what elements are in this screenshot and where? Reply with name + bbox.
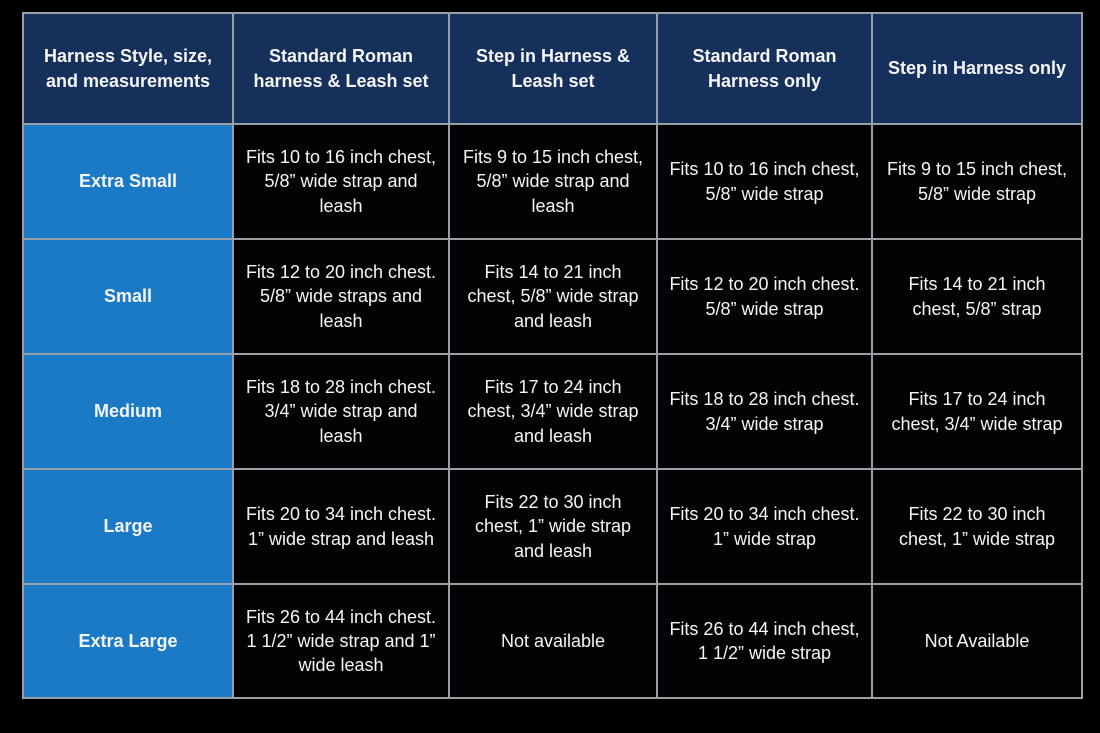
spec-cell: Fits 26 to 44 inch chest, 1 1/2” wide strap bbox=[657, 584, 872, 698]
table-row-small bbox=[23, 239, 1082, 354]
spec-cell: Fits 26 to 44 inch chest. 1 1/2” wide strap and 1” wide leash bbox=[233, 584, 449, 698]
table-row-extra-large bbox=[23, 584, 1082, 698]
spec-cell: Fits 17 to 24 inch chest, 3/4” wide strap and leash bbox=[449, 354, 657, 469]
spec-cell: Fits 10 to 16 inch chest, 5/8” wide strap and leash bbox=[233, 124, 449, 239]
spec-cell: Fits 12 to 20 inch chest. 5/8” wide strap bbox=[657, 239, 872, 354]
header-row bbox=[23, 13, 1082, 124]
spec-cell: Fits 14 to 21 inch chest, 5/8” wide strap and leash bbox=[449, 239, 657, 354]
spec-cell: Fits 18 to 28 inch chest. 3/4” wide strap bbox=[657, 354, 872, 469]
col-header-standard-roman-only: Standard Roman Harness only bbox=[657, 13, 872, 124]
table-row-extra-small bbox=[23, 124, 1082, 239]
size-label-extra-small: Extra Small bbox=[23, 124, 233, 239]
size-chart-table bbox=[22, 12, 1083, 699]
spec-cell: Fits 20 to 34 inch chest. 1” wide strap bbox=[657, 469, 872, 584]
spec-cell: Not available bbox=[449, 584, 657, 698]
size-label-large: Large bbox=[23, 469, 233, 584]
size-label-medium: Medium bbox=[23, 354, 233, 469]
spec-cell: Fits 20 to 34 inch chest. 1” wide strap and leash bbox=[233, 469, 449, 584]
col-header-step-in-leash-set: Step in Harness & Leash set bbox=[449, 13, 657, 124]
table-row-large bbox=[23, 469, 1082, 584]
spec-cell: Fits 22 to 30 inch chest, 1” wide strap and leash bbox=[449, 469, 657, 584]
spec-cell: Fits 17 to 24 inch chest, 3/4” wide strap bbox=[872, 354, 1082, 469]
table-row-medium bbox=[23, 354, 1082, 469]
size-label-small: Small bbox=[23, 239, 233, 354]
spec-cell: Fits 9 to 15 inch chest, 5/8” wide strap bbox=[872, 124, 1082, 239]
col-header-style-size: Harness Style, size, and measurements bbox=[23, 13, 233, 124]
spec-cell: Fits 22 to 30 inch chest, 1” wide strap bbox=[872, 469, 1082, 584]
spec-cell: Fits 12 to 20 inch chest. 5/8” wide straps and leash bbox=[233, 239, 449, 354]
harness-size-chart bbox=[22, 12, 1083, 699]
size-label-extra-large: Extra Large bbox=[23, 584, 233, 698]
spec-cell: Fits 14 to 21 inch chest, 5/8” strap bbox=[872, 239, 1082, 354]
col-header-standard-roman-leash-set: Standard Roman harness & Leash set bbox=[233, 13, 449, 124]
spec-cell: Fits 18 to 28 inch chest. 3/4” wide strap and leash bbox=[233, 354, 449, 469]
col-header-step-in-only: Step in Harness only bbox=[872, 13, 1082, 124]
spec-cell: Fits 10 to 16 inch chest, 5/8” wide strap bbox=[657, 124, 872, 239]
spec-cell: Not Available bbox=[872, 584, 1082, 698]
spec-cell: Fits 9 to 15 inch chest, 5/8” wide strap and leash bbox=[449, 124, 657, 239]
